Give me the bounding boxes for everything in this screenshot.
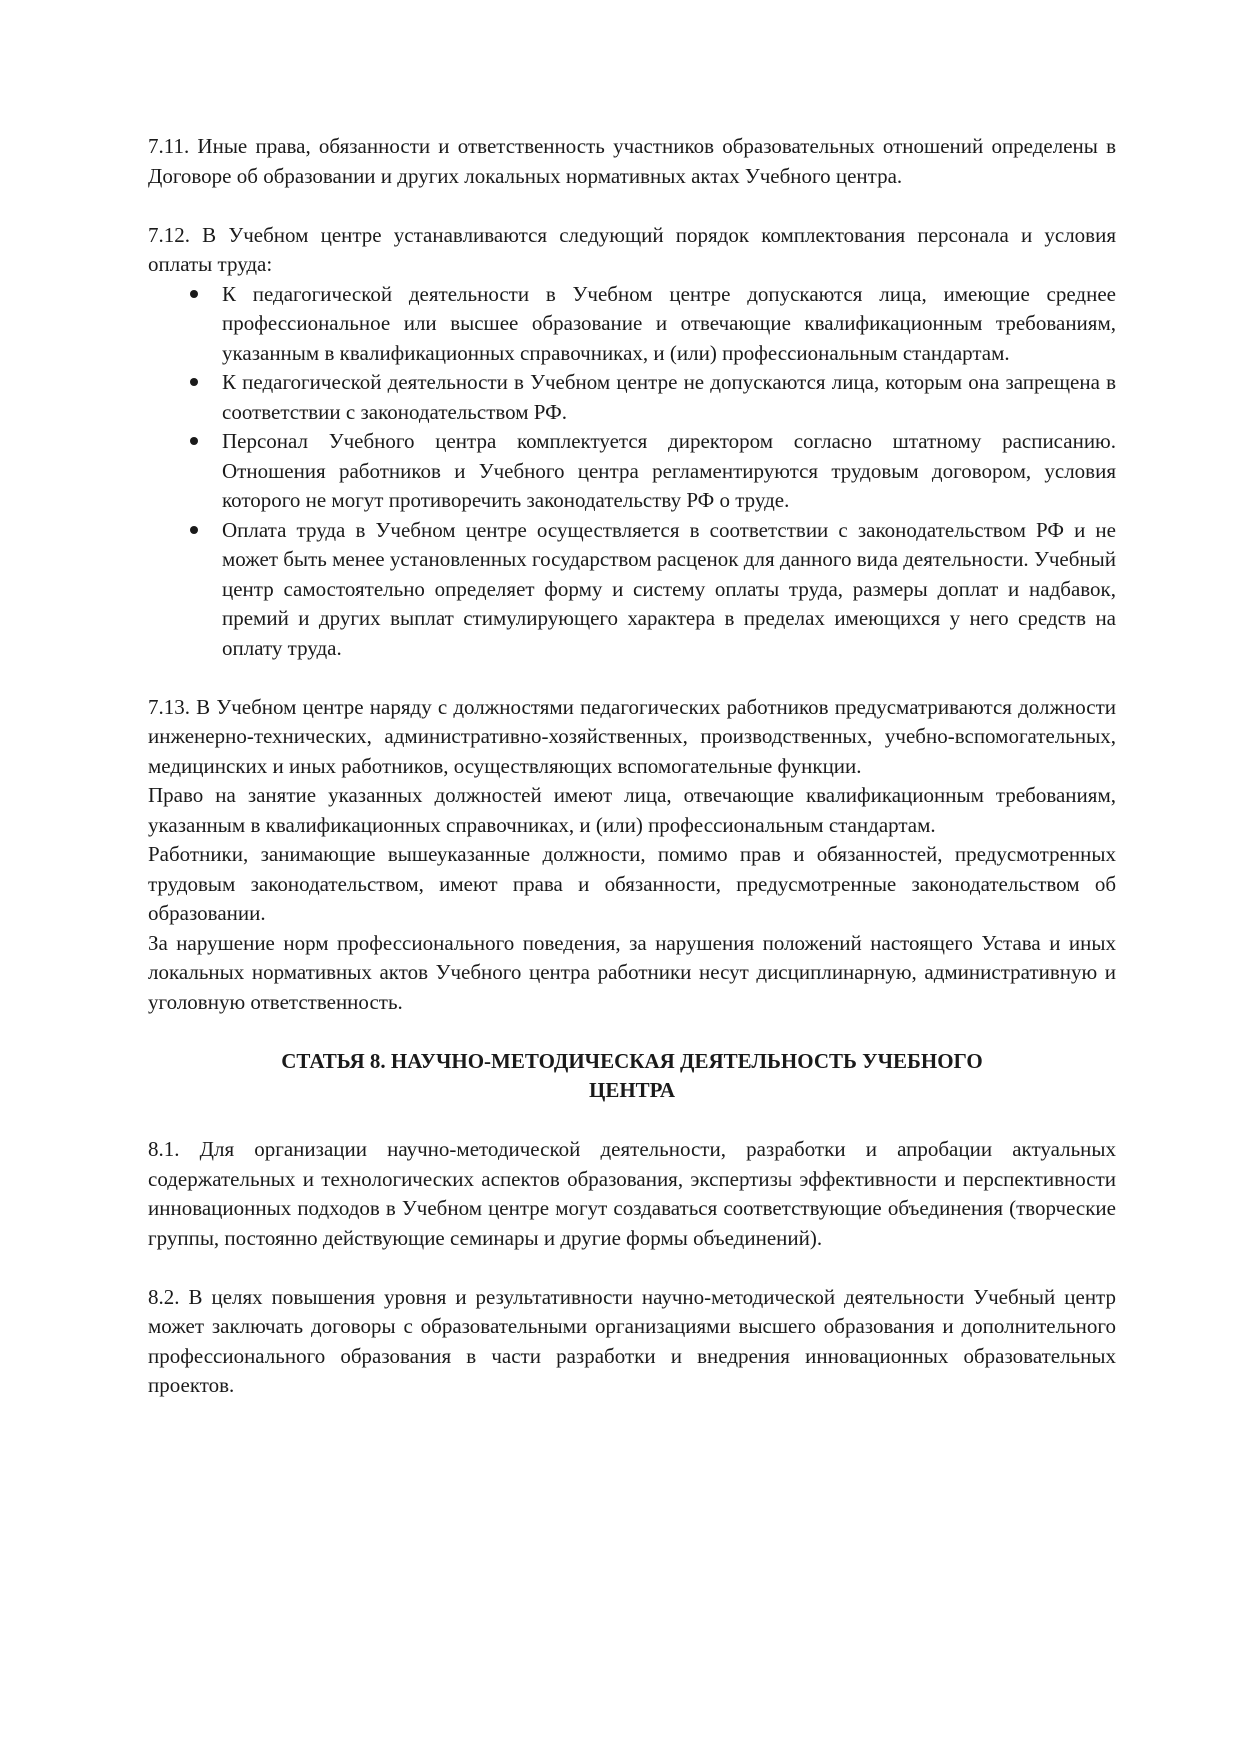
paragraph-7-13-liability: За нарушение норм профессионального поведения, за нарушения положений настоящего Устава и иных локальных нормативных актов Учебного центра работники несут дисциплинарную, административную и уголовную ответственность. bbox=[148, 930, 1116, 1014]
paragraph-7-13-duties: Работники, занимающие вышеуказанные должности, помимо прав и обязанностей, предусмотренных трудовым законодательством, имеют права и обязанности, предусмотренные законодательством об образовании. bbox=[148, 842, 1116, 925]
paragraph-gap bbox=[148, 1017, 1116, 1047]
paragraph-gap bbox=[148, 1253, 1116, 1283]
paragraph-8-1: 8.1. Для организации научно-методической деятельности, разработки и апробации актуальных содержательных и технологических аспектов образования, экспертизы эффективности и перспективности инновационных подходов в Учебном центре могут создаваться соответствующие объединения (творческие группы, постоянно действующие семинары и другие формы объединений). bbox=[148, 1137, 1116, 1250]
list-item-text: Персонал Учебного центра комплектуется директором согласно штатному расписанию. Отношения работников и Учебного центра регламентируются трудовым договором, условия которого не могут противоречить законодательству РФ о труде. bbox=[222, 429, 1116, 512]
article-8-heading-line1: СТАТЬЯ 8. НАУЧНО-МЕТОДИЧЕСКАЯ ДЕЯТЕЛЬНОСТЬ УЧЕБНОГО bbox=[281, 1048, 983, 1073]
bullet-icon bbox=[184, 280, 204, 310]
list-item bbox=[148, 368, 1116, 427]
paragraph-gap bbox=[148, 1106, 1116, 1136]
article-8-heading-line2: ЦЕНТРА bbox=[589, 1078, 675, 1102]
bullet-icon bbox=[184, 516, 204, 546]
paragraph-7-12-intro: 7.12. В Учебном центре устанавливаются следующий порядок комплектования персонала и условия оплаты труда: bbox=[148, 222, 1116, 276]
list-item bbox=[148, 280, 1116, 369]
list-item bbox=[148, 516, 1116, 664]
paragraph-7-13-rights: Право на занятие указанных должностей имеют лица, отвечающие квалификационным требованиям, указанным в квалификационных справочниках, и (или) профессиональным стандартам. bbox=[148, 783, 1116, 837]
bullet-icon bbox=[184, 368, 204, 398]
bullet-list-7-12 bbox=[148, 280, 1116, 664]
paragraph-7-13: 7.13. В Учебном центре наряду с должностями педагогических работников предусматриваются должности инженерно-технических, административно-хозяйственных, производственных, учебно-вспомогательных, медицинских и иных работников, осуществляющих вспомогательные функции. bbox=[148, 694, 1116, 778]
paragraph-gap bbox=[148, 663, 1116, 693]
list-item-text: К педагогической деятельности в Учебном центре не допускаются лица, которым она запрещена в соответствии с законодательством РФ. bbox=[222, 370, 1116, 424]
list-item-text: К педагогической деятельности в Учебном центре допускаются лица, имеющие среднее профессиональное или высшее образование и отвечающие квалификационным требованиям, указанным в квалификационных справочниках, и (или) профессиональным стандартам. bbox=[222, 281, 1116, 365]
article-8-heading bbox=[148, 1047, 1116, 1106]
paragraph-8-2: 8.2. В целях повышения уровня и результативности научно-методической деятельности Учебный центр может заключать договоры с образовательными организациями высшего образования и дополнительного профессионального образования в части разработки и внедрения инновационных образовательных проектов. bbox=[148, 1284, 1116, 1397]
list-item-text: Оплата труда в Учебном центре осуществляется в соответствии с законодательством РФ и не может быть менее установленных государством расценок для данного вида деятельности. Учебный центр самостоятельно определяет форму и систему оплаты труда, размеры доплат и надбавок, премий и других выплат стимулирующего характера в пределах имеющихся у него средств на оплату труда. bbox=[222, 517, 1116, 660]
document-page bbox=[148, 132, 1116, 1401]
paragraph-7-11: 7.11. Иные права, обязанности и ответственность участников образовательных отношений определены в Договоре об образовании и других локальных нормативных актах Учебного центра. bbox=[148, 134, 1116, 188]
paragraph-gap bbox=[148, 191, 1116, 221]
bullet-icon bbox=[184, 427, 204, 457]
list-item bbox=[148, 427, 1116, 516]
